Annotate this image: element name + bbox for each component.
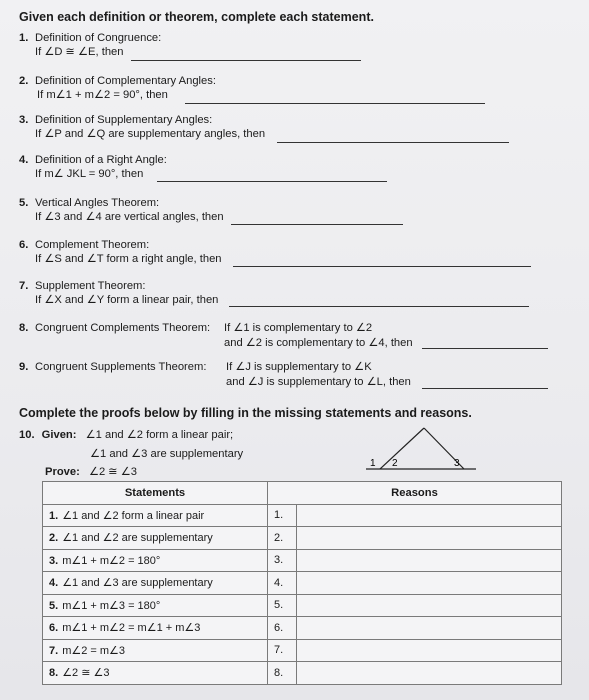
reason-cell[interactable] [297,594,562,617]
statement-cell [43,504,268,527]
question-prompt: If ∠S and ∠T form a right angle, then [35,253,222,265]
question-8-line1: If ∠1 is complementary to ∠2 [224,322,373,334]
statement-cell [43,639,268,662]
question-8-line2: and ∠2 is complementary to ∠4, then [224,337,413,349]
question-number: 5. [19,197,29,209]
angle-label-2: 2 [392,458,398,469]
statement-number: 5. [49,599,59,612]
question-7 [19,279,219,306]
table-row [43,527,562,550]
answer-blank-1[interactable] [131,60,361,61]
statement-text: m∠1 + m∠2 = 180° [62,554,161,567]
answer-blank-8[interactable] [422,348,548,349]
reason-number: 5. [268,594,297,617]
table-row [43,504,562,527]
statement-cell [43,594,268,617]
angle-label-3: 3 [454,458,460,469]
question-title: Supplement Theorem: [35,280,146,292]
question-title: Definition of Supplementary Angles: [35,114,213,126]
reason-cell[interactable] [297,527,562,550]
given-statement-1: ∠1 and ∠2 form a linear pair; [85,429,234,441]
question-title: Definition of a Right Angle: [35,154,167,166]
table-row [43,662,562,685]
statement-number: 3. [49,554,59,567]
question-prompt: If ∠D ≅ ∠E, then [35,46,124,58]
question-1 [19,31,162,58]
question-9 [19,360,206,374]
question-prompt: If ∠3 and ∠4 are vertical angles, then [35,211,224,223]
answer-blank-3[interactable] [277,142,509,143]
question-prompt: If m∠1 + m∠2 = 90°, then [37,89,168,101]
question-number: 6. [19,239,29,251]
answer-blank-5[interactable] [231,224,403,225]
statement-cell [43,527,268,550]
reason-cell[interactable] [297,617,562,640]
statements-header: Statements [43,482,268,505]
statement-number: 7. [49,644,59,657]
statement-number: 2. [49,532,59,545]
given-statement-2: ∠1 and ∠3 are supplementary [90,448,244,460]
reason-cell[interactable] [297,639,562,662]
question-title: Congruent Complements Theorem: [35,322,211,334]
question-4 [19,153,167,180]
statement-text: ∠1 and ∠3 are supplementary [62,577,213,590]
proof-heading: Complete the proofs below by filling in the missing statements and reasons. [19,406,472,420]
reason-number: 2. [268,527,297,550]
reason-number: 8. [268,662,297,685]
reason-number: 4. [268,572,297,595]
table-row [43,594,562,617]
question-prompt: If m∠ JKL = 90°, then [35,168,144,180]
question-number: 10. [19,429,35,441]
reasons-header: Reasons [268,482,562,505]
statement-text: ∠2 ≅ ∠3 [62,667,110,680]
question-8 [19,321,210,335]
question-prompt: If ∠P and ∠Q are supplementary angles, then [35,128,266,140]
table-row [43,617,562,640]
statement-text: ∠1 and ∠2 form a linear pair [62,509,205,522]
table-header-row [43,482,562,505]
question-title: Definition of Complementary Angles: [35,75,216,87]
given-line [19,428,233,441]
question-2 [19,74,216,101]
statement-number: 4. [49,577,59,590]
question-number: 4. [19,154,29,166]
question-title: Complement Theorem: [35,239,150,251]
question-number: 9. [19,361,29,373]
answer-blank-9[interactable] [422,388,548,389]
question-9-line1: If ∠J is supplementary to ∠K [226,361,372,373]
statement-text: m∠2 = m∠3 [62,644,126,657]
question-title: Vertical Angles Theorem: [35,197,160,209]
statement-cell [43,617,268,640]
statement-cell [43,662,268,685]
reason-number: 7. [268,639,297,662]
question-6 [19,238,222,265]
question-number: 3. [19,114,29,126]
statement-cell [43,572,268,595]
triangle-figure [366,424,476,476]
answer-blank-4[interactable] [157,181,387,182]
reason-cell[interactable] [297,572,562,595]
statement-number: 8. [49,667,59,680]
statement-text: ∠1 and ∠2 are supplementary [62,532,213,545]
question-prompt: If ∠X and ∠Y form a linear pair, then [35,294,219,306]
question-number: 7. [19,280,29,292]
question-5 [19,196,224,223]
question-number: 8. [19,322,29,334]
prove-statement: ∠2 ≅ ∠3 [88,466,138,478]
statement-text: m∠1 + m∠3 = 180° [62,599,161,612]
statement-text: m∠1 + m∠2 = m∠1 + m∠3 [62,622,201,635]
question-9-line2: and ∠J is supplementary to ∠L, then [226,376,411,388]
question-title: Definition of Congruence: [35,32,162,44]
table-row [43,549,562,572]
statement-number: 1. [49,509,59,522]
question-number: 1. [19,32,29,44]
reason-cell[interactable] [297,504,562,527]
reason-cell[interactable] [297,549,562,572]
question-title: Congruent Supplements Theorem: [35,361,207,373]
reason-number: 1. [268,504,297,527]
question-3 [19,113,266,140]
answer-blank-7[interactable] [229,306,529,307]
statement-cell [43,549,268,572]
statement-number: 6. [49,622,59,635]
angle-label-1: 1 [370,458,376,469]
reason-number: 3. [268,549,297,572]
instructions-heading: Given each definition or theorem, complete each statement. [19,10,374,24]
answer-blank-6[interactable] [233,266,531,267]
answer-blank-2[interactable] [185,103,485,104]
prove-line [45,465,137,478]
question-number: 2. [19,75,29,87]
reason-cell[interactable] [297,662,562,685]
table-row [43,639,562,662]
proof-table [42,481,562,685]
given-label: Given: [41,429,77,441]
table-row [43,572,562,595]
prove-label: Prove: [45,466,80,478]
reason-number: 6. [268,617,297,640]
